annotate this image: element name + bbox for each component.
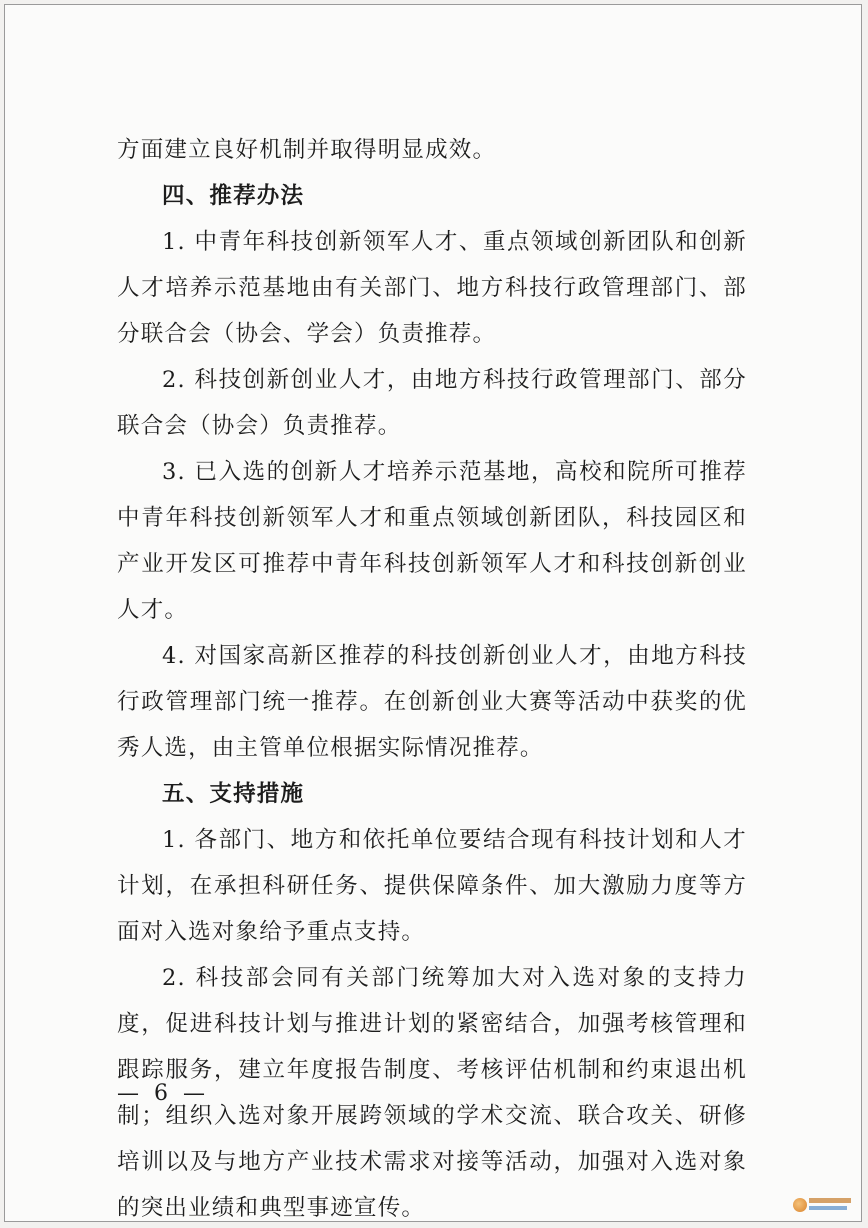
- watermark-url-bar: [809, 1206, 847, 1210]
- section-heading-recommendation: 四、推荐办法: [162, 183, 305, 209]
- paragraph-recommend-2: 2. 科技创新创业人才，由地方科技行政管理部门、部分联合会（协会）负责推荐。: [117, 367, 747, 439]
- watermark-logo-icon: [793, 1198, 807, 1212]
- paragraph-recommend-1: 1. 中青年科技创新领军人才、重点领域创新团队和创新人才培养示范基地由有关部门、地方科技行政管理部门、部分联合会（协会、学会）负责推荐。: [117, 229, 747, 347]
- paragraph-recommend-4: 4. 对国家高新区推荐的科技创新创业人才，由地方科技行政管理部门统一推荐。在创新创业大赛等活动中获奖的优秀人选，由主管单位根据实际情况推荐。: [117, 643, 747, 761]
- paragraph-support-1: 1. 各部门、地方和依托单位要结合现有科技计划和人才计划，在承担科研任务、提供保障条件、加大激励力度等方面对入选对象给予重点支持。: [117, 827, 747, 945]
- paragraph-continuation: 方面建立良好机制并取得明显成效。: [117, 137, 497, 163]
- watermark-logo: [793, 1195, 853, 1217]
- page-number: — 6 —: [117, 1081, 209, 1106]
- section-heading-support: 五、支持措施: [162, 781, 305, 807]
- watermark-title-bar: [809, 1198, 851, 1203]
- document-body: [117, 127, 747, 1222]
- document-page: [4, 4, 862, 1222]
- paragraph-support-2: 2. 科技部会同有关部门统筹加大对入选对象的支持力度，促进科技计划与推进计划的紧密结合，加强考核管理和跟踪服务，建立年度报告制度、考核评估机制和约束退出机制；组织入选对象开展跨领域的学术交流、联合攻关、研修培训以及与地方产业技术需求对接等活动，加强对入选对象的突出业绩和典型事迹宣传。: [117, 965, 747, 1221]
- paragraph-recommend-3: 3. 已入选的创新人才培养示范基地，高校和院所可推荐中青年科技创新领军人才和重点领域创新团队，科技园区和产业开发区可推荐中青年科技创新领军人才和科技创新创业人才。: [117, 459, 747, 623]
